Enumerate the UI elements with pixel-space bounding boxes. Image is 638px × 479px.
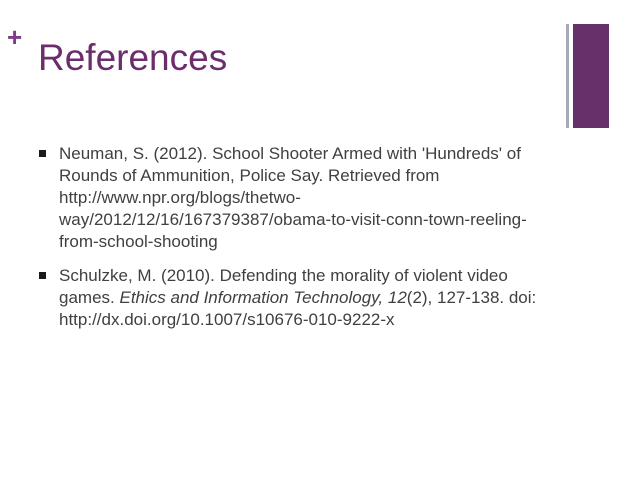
- reference-url-line: from-school-shooting: [59, 232, 218, 251]
- square-bullet-icon: [39, 150, 46, 157]
- slide-title: References: [38, 37, 228, 78]
- decorative-rail-thick: [573, 24, 609, 128]
- reference-url-line: way/2012/12/16/167379387/obama-to-visit-conn-town-reeling-: [59, 210, 527, 229]
- decorative-rail-thin: [566, 24, 569, 128]
- reference-url-line: http://www.npr.org/blogs/thetwo-: [59, 188, 301, 207]
- reference-text: (2), 127-138. doi:: [406, 288, 537, 307]
- reference-line: Rounds of Ammunition, Police Say. Retrieved from: [59, 166, 440, 185]
- reference-line: Neuman, S. (2012). School Shooter Armed with 'Hundreds' of: [59, 144, 521, 163]
- reference-list: [36, 143, 556, 343]
- reference-text: games.: [59, 288, 120, 307]
- reference-item-neuman: [36, 143, 556, 253]
- square-bullet-icon: [39, 272, 46, 279]
- reference-item-schulzke: [36, 265, 556, 331]
- plus-icon: +: [7, 22, 23, 52]
- reference-line: Schulzke, M. (2010). Defending the morality of violent video: [59, 266, 508, 285]
- journal-title: Ethics and Information Technology, 12: [119, 288, 407, 307]
- reference-line: [59, 287, 556, 309]
- reference-doi-line: http://dx.doi.org/10.1007/s10676-010-9222-x: [59, 310, 395, 329]
